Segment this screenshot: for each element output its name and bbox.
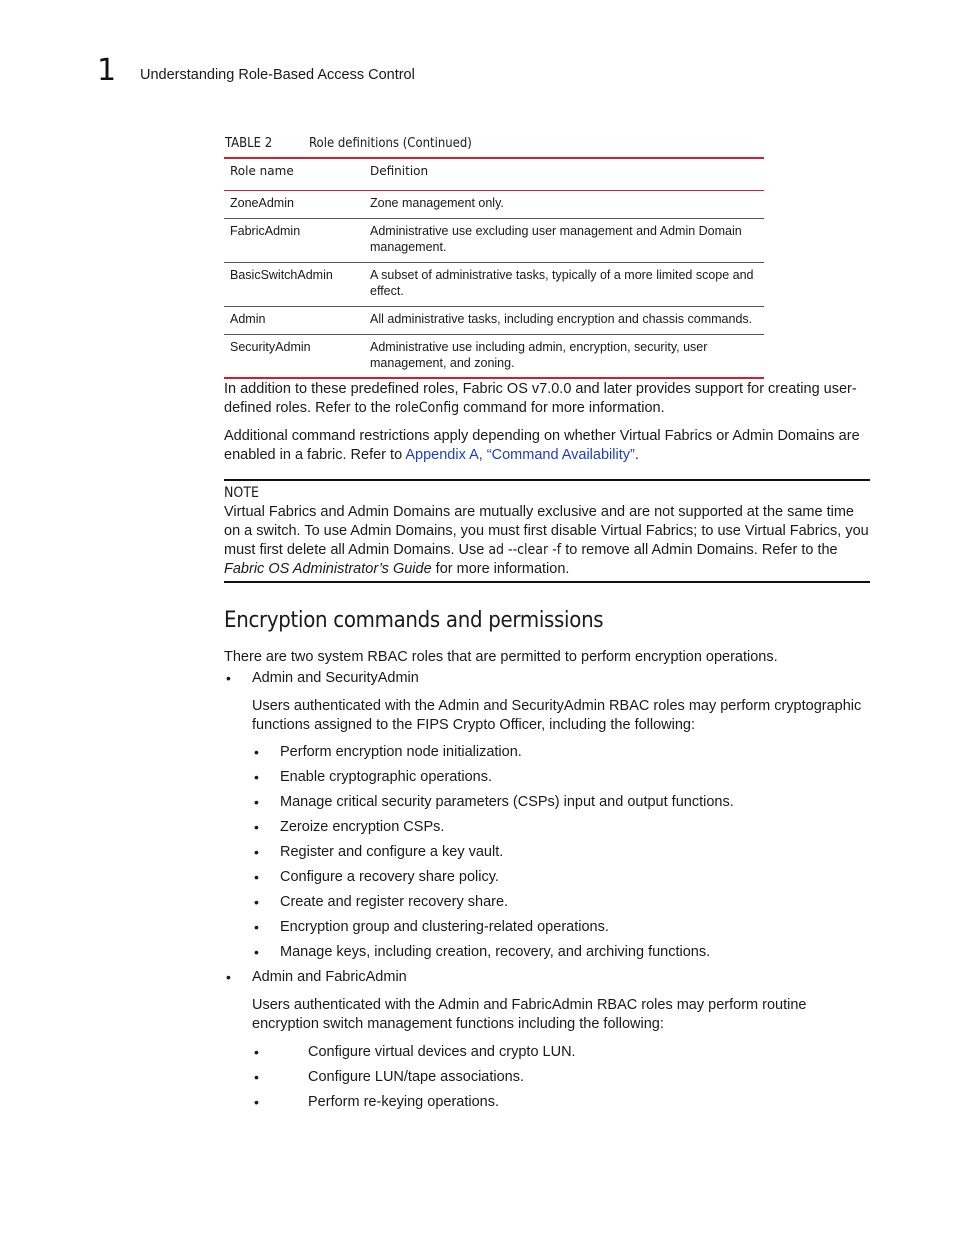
table-row (224, 307, 764, 335)
list-item-text: Encryption group and clustering-related operations. (280, 919, 609, 935)
note-text-part: to remove all Admin Domains. Refer to the (561, 542, 838, 558)
definition-cell: Zone management only. (364, 191, 764, 219)
bullet-icon: • (254, 894, 259, 910)
list-item-text: Perform encryption node initialization. (280, 744, 522, 760)
definition-cell: A subset of administrative tasks, typically of a more limited scope and effect. (364, 263, 764, 307)
definition-cell: Administrative use excluding user management and Admin Domain management. (364, 219, 764, 263)
table-label: TABLE 2 (225, 136, 273, 151)
role-name-cell: ZoneAdmin (224, 191, 364, 219)
bullet-icon: • (254, 944, 259, 960)
bullet-icon: • (226, 670, 231, 686)
bullet-icon: • (254, 794, 259, 810)
list-item-text: Configure LUN/tape associations. (308, 1069, 525, 1085)
restrictions-paragraph (224, 427, 874, 465)
role-definitions-table (224, 157, 764, 379)
table-caption (225, 136, 472, 152)
bullet-icon: • (254, 819, 259, 835)
appendix-a-link[interactable]: Appendix A, “Command Availability” (405, 447, 635, 463)
bullet-icon: • (254, 1069, 259, 1085)
roleconfig-command: roleConfig (394, 400, 460, 416)
paragraph-text: Additional command restrictions apply depending on whether Virtual Fabrics or Admin Domains are enabled in a fabric. Refer to (224, 428, 860, 463)
note-heading: NOTE (224, 485, 259, 501)
note-box (224, 479, 870, 583)
list-item-text: Configure virtual devices and crypto LUN. (308, 1044, 576, 1060)
group-description: Users authenticated with the Admin and SecurityAdmin RBAC roles may perform cryptographic functions assigned to the FIPS Crypto Officer, including the following: (252, 698, 862, 733)
section-intro: There are two system RBAC roles that are permitted to perform encryption operations. (224, 649, 778, 665)
table-row (224, 219, 764, 263)
bullet-icon: • (254, 1094, 259, 1110)
role-name-cell: SecurityAdmin (224, 335, 364, 379)
column-header-role-name: Role name (224, 158, 364, 191)
list-item-text: Manage keys, including creation, recovery, and archiving functions. (280, 944, 711, 960)
list-item-text: Zeroize encryption CSPs. (280, 819, 445, 835)
table-row (224, 263, 764, 307)
list-item-text: Perform re-keying operations. (308, 1094, 499, 1110)
bullet-icon: • (254, 769, 259, 785)
bullet-icon: • (254, 869, 259, 885)
section-heading: Encryption commands and permissions (224, 608, 604, 633)
role-name-cell: Admin (224, 307, 364, 335)
list-item-text: Create and register recovery share. (280, 894, 509, 910)
chapter-title: Understanding Role-Based Access Control (140, 67, 415, 83)
note-text-part: Virtual Fabrics and Admin Domains are mutually exclusive and are not supported at the same time on a switch. To use Admin Domains, you must first disable Virtual Fabrics; to use Virtual Fabrics, you must first delete all Admin Domains. Use (224, 504, 869, 558)
group-title: Admin and FabricAdmin (252, 969, 407, 985)
definition-cell: Administrative use including admin, encryption, security, user management, and zoning. (364, 335, 764, 379)
bullet-icon: • (254, 919, 259, 935)
roleconfig-paragraph (224, 380, 874, 418)
bullet-icon: • (254, 1044, 259, 1060)
paragraph-text: In addition to these predefined roles, Fabric OS v7.0.0 and later provides support for creating user-defined roles. Refer to the (224, 381, 857, 416)
group-title: Admin and SecurityAdmin (252, 670, 419, 686)
table-title: Role definitions (Continued) (309, 136, 472, 151)
group-description: Users authenticated with the Admin and FabricAdmin RBAC roles may perform routine encryption switch management functions including the following: (252, 997, 807, 1032)
bullet-icon: • (254, 844, 259, 860)
admin-guide-title: Fabric OS Administrator’s Guide (224, 561, 432, 577)
column-header-definition: Definition (364, 158, 764, 191)
role-name-cell: FabricAdmin (224, 219, 364, 263)
paragraph-text: . (634, 447, 639, 463)
bullet-icon: • (226, 969, 231, 985)
chapter-number: 1 (97, 53, 117, 88)
list-item-text: Enable cryptographic operations. (280, 769, 492, 785)
note-text-part: for more information. (431, 561, 570, 577)
list-item-text: Configure a recovery share policy. (280, 869, 499, 885)
bullet-icon: • (254, 744, 259, 760)
list-item-text: Register and configure a key vault. (280, 844, 504, 860)
table-header-row (224, 158, 764, 191)
paragraph-text: command for more information. (459, 400, 665, 416)
ad-clear-command: ad --clear -f (488, 542, 562, 558)
definition-cell: All administrative tasks, including encryption and chassis commands. (364, 307, 764, 335)
table-row (224, 335, 764, 379)
role-name-cell: BasicSwitchAdmin (224, 263, 364, 307)
list-item-text: Manage critical security parameters (CSPs) input and output functions. (280, 794, 734, 810)
note-text (224, 503, 870, 579)
table-row (224, 191, 764, 219)
